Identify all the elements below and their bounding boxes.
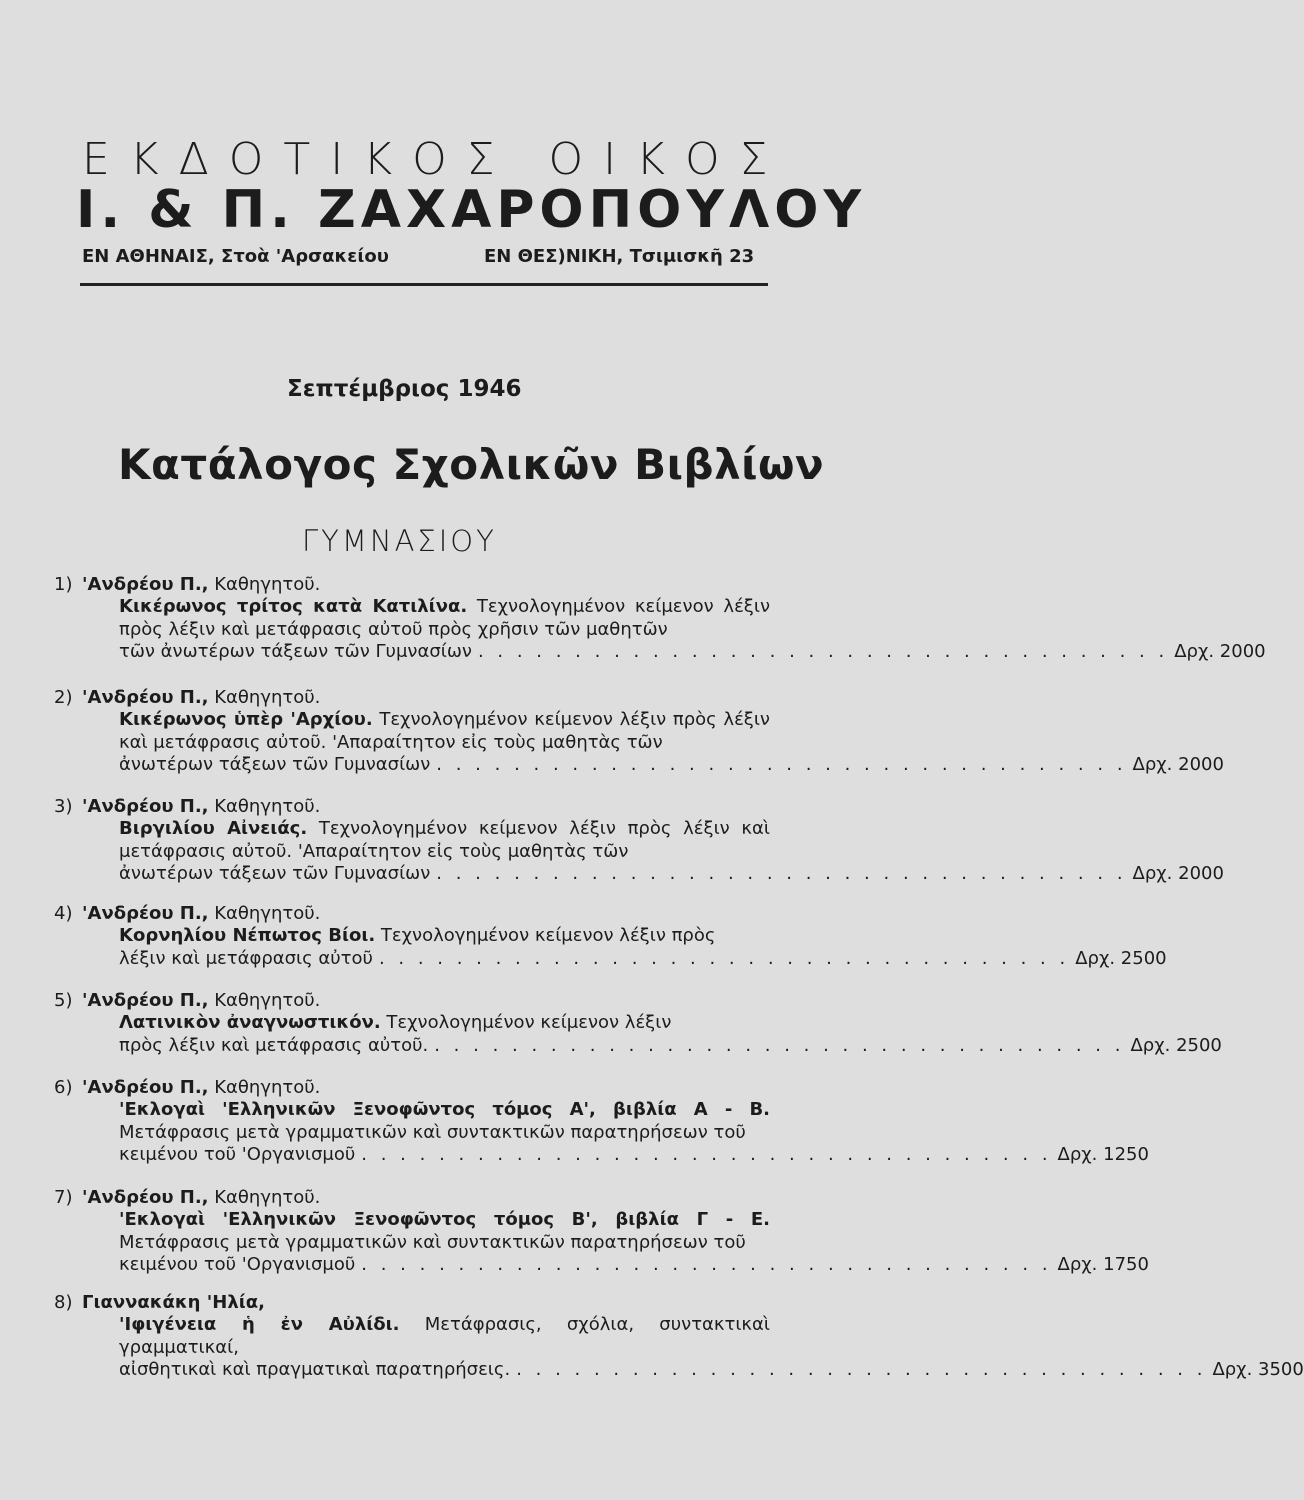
entry-description-end: λέξιν καὶ μετάφρασις αὐτοῦ [119, 947, 373, 969]
entry-description: Τεχνολογημένον κείμενον λέξιν πρὸς λέξιν καὶ μετάφρασις αὐτοῦ. 'Απαραίτητον εἰς τοὺς μαθητὰς τῶν [119, 818, 770, 862]
entry-price: Δρχ. 2000 [1174, 641, 1266, 663]
entry-description: Τεχνολογημένον κείμενον λέξιν πρὸς [375, 925, 716, 946]
entry-book-title: Κικέρωνος τρίτος κατὰ Κατιλίνα. [119, 596, 468, 617]
entry-book-title: Κικέρωνος ὑπὲρ 'Αρχίου. [119, 709, 373, 730]
entry-book-title: 'Εκλογαὶ 'Ελληνικῶν Ξενοφῶντος τόμος Β', βιβλία Γ - Ε. [119, 1209, 770, 1230]
entry-author-role: Καθηγητοῦ. [208, 990, 321, 1011]
catalog-entry [54, 1186, 1149, 1277]
entry-description: Τεχνολογημένον κείμενον λέξιν [380, 1012, 672, 1033]
leader-dots: . . . . . . . . . . . . . . . . . . . . . . . . . . . . . . . . . . . . [434, 1034, 1125, 1056]
leader-dots: . . . . . . . . . . . . . . . . . . . . . . . . . . . . . . . . . . . . [361, 1144, 1052, 1166]
entry-author: Γιαννακάκη 'Ηλία, [82, 1292, 265, 1313]
entry-number: 2) [54, 687, 73, 708]
entry-book-title: Κορνηλίου Νέπωτος Βίοι. [119, 925, 376, 946]
entry-description: Τεχνολογημένον κείμενον λέξιν πρὸς λέξιν καὶ μετάφρασις αὐτοῦ πρὸς χρῆσιν τῶν μαθητῶν [119, 596, 770, 640]
catalog-entry [54, 902, 1167, 970]
leader-dots: . . . . . . . . . . . . . . . . . . . . . . . . . . . . . . . . . . . . [477, 641, 1169, 663]
catalog-entry [54, 989, 1222, 1057]
entry-description-end: ἀνωτέρων τάξεων τῶν Γυμνασίων [119, 863, 431, 885]
entry-description-end: αἰσθητικαὶ καὶ πραγματικαὶ παρατηρήσεις. [119, 1359, 511, 1381]
entry-number: 6) [54, 1077, 73, 1098]
section-heading: ΓΥΜΝΑΣΙΟΥ [302, 524, 497, 558]
entry-author: 'Ανδρέου Π., [82, 574, 209, 595]
entry-book-title: Λατινικὸν ἀναγνωστικόν. [119, 1012, 381, 1033]
entry-price: Δρχ. 2500 [1075, 947, 1167, 969]
entry-number: 1) [54, 574, 73, 595]
catalog-date: Σεπτέμβριος 1946 [287, 376, 522, 402]
entry-number: 5) [54, 990, 73, 1011]
catalog-entry [54, 686, 1224, 777]
entry-author: 'Ανδρέου Π., [82, 990, 209, 1011]
leader-dots: . . . . . . . . . . . . . . . . . . . . . . . . . . . . . . . . . . . . [378, 947, 1070, 969]
entry-number: 7) [54, 1187, 73, 1208]
athens-address: ΕΝ ΑΘΗΝΑΙΣ, Στοὰ 'Αρσακείου [82, 246, 389, 267]
entry-price: Δρχ. 1750 [1057, 1254, 1149, 1276]
entry-author-role: Καθηγητοῦ. [208, 1187, 321, 1208]
catalog-entry [54, 573, 1266, 664]
entry-number: 8) [54, 1292, 73, 1313]
entry-author-role: Καθηγητοῦ. [208, 903, 321, 924]
leader-dots: . . . . . . . . . . . . . . . . . . . . . . . . . . . . . . . . . . . . [516, 1359, 1207, 1381]
entry-author-role: Καθηγητοῦ. [208, 687, 321, 708]
entry-description: Μετάφρασις μετὰ γραμματικῶν καὶ συντακτικῶν παρατηρήσεων τοῦ [119, 1121, 746, 1143]
entry-author-role: Καθηγητοῦ. [208, 574, 321, 595]
entry-description: Μετάφρασις, σχόλια, συντακτικαὶ γραμματικαί, [119, 1314, 770, 1358]
entry-description: Τεχνολογημένον κείμενον λέξιν πρὸς λέξιν καὶ μετάφρασις αὐτοῦ. 'Απαραίτητον εἰς τοὺς μαθητὰς τῶν [119, 709, 770, 753]
entry-description: Μετάφρασις μετὰ γραμματικῶν καὶ συντακτικῶν παρατηρήσεων τοῦ [119, 1231, 746, 1253]
catalog-entry [54, 795, 1224, 886]
entry-author: 'Ανδρέου Π., [82, 1077, 209, 1098]
entry-author: 'Ανδρέου Π., [82, 796, 209, 817]
catalog-entry [54, 1291, 1304, 1382]
thessaloniki-address: ΕΝ ΘΕΣ)ΝΙΚΗ, Τσιμισκῆ 23 [484, 246, 755, 267]
leader-dots: . . . . . . . . . . . . . . . . . . . . . . . . . . . . . . . . . . . . [436, 863, 1127, 885]
entry-author: 'Ανδρέου Π., [82, 903, 209, 924]
entry-price: Δρχ. 2000 [1132, 863, 1224, 885]
leader-dots: . . . . . . . . . . . . . . . . . . . . . . . . . . . . . . . . . . . . [436, 754, 1127, 776]
entry-number: 3) [54, 796, 73, 817]
entry-description-end: κειμένου τοῦ 'Οργανισμοῦ [119, 1144, 356, 1166]
entry-author-role: Καθηγητοῦ. [208, 1077, 321, 1098]
publisher-house-label: ΕΚΔΟΤΙΚΟΣ ΟΙΚΟΣ [82, 134, 788, 185]
entry-book-title: 'Ιφιγένεια ἡ ἐν Αὐλίδι. [119, 1314, 400, 1335]
header-divider [80, 283, 768, 286]
entry-description-end: πρὸς λέξιν καὶ μετάφρασις αὐτοῦ. [119, 1034, 429, 1056]
entry-price: Δρχ. 2500 [1130, 1034, 1222, 1056]
entry-author: 'Ανδρέου Π., [82, 1187, 209, 1208]
entry-price: Δρχ. 1250 [1057, 1144, 1149, 1166]
entry-description-end: ἀνωτέρων τάξεων τῶν Γυμνασίων [119, 754, 431, 776]
entry-number: 4) [54, 903, 73, 924]
catalog-entry [54, 1076, 1149, 1167]
leader-dots: . . . . . . . . . . . . . . . . . . . . . . . . . . . . . . . . . . . . [361, 1254, 1052, 1276]
entry-price: Δρχ. 2000 [1132, 754, 1224, 776]
publisher-name: Ι. & Π. ΖΑΧΑΡΟΠΟΥΛΟΥ [76, 180, 867, 240]
entry-book-title: 'Εκλογαὶ 'Ελληνικῶν Ξενοφῶντος τόμος Α', βιβλία Α - Β. [119, 1099, 770, 1120]
entry-author-role: Καθηγητοῦ. [208, 796, 321, 817]
entry-author: 'Ανδρέου Π., [82, 687, 209, 708]
entry-book-title: Βιργιλίου Αἰνειάς. [119, 818, 308, 839]
catalog-title: Κατάλογος Σχολικῶν Βιβλίων [118, 440, 825, 489]
entry-description-end: τῶν ἀνωτέρων τάξεων τῶν Γυμνασίων [119, 641, 472, 663]
entry-price: Δρχ. 3500 [1212, 1359, 1304, 1381]
entry-description-end: κειμένου τοῦ 'Οργανισμοῦ [119, 1254, 356, 1276]
